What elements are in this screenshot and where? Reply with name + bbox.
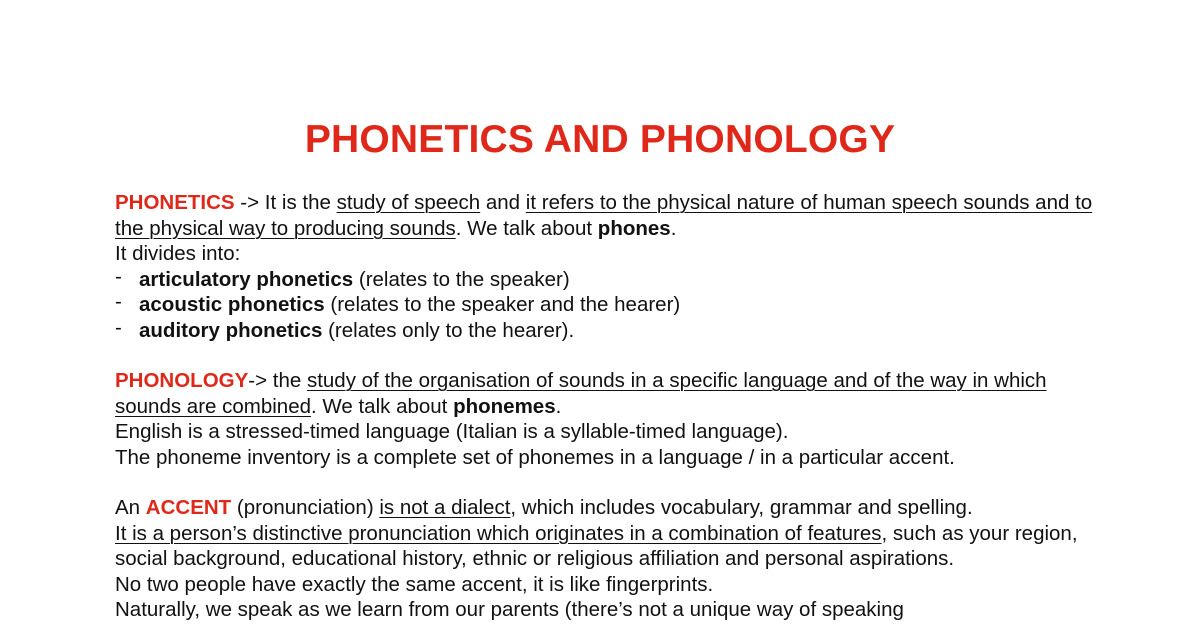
phonetics-list: [115, 264, 1095, 344]
phonetics-after-text: . We talk about: [455, 216, 598, 240]
accent-explanation: [115, 521, 1095, 572]
paragraph-gap: [115, 470, 1095, 495]
phonology-section: [115, 368, 1095, 470]
phonetics-definition: [115, 190, 1095, 241]
list-item: [115, 292, 1095, 318]
list-item-term: auditory phonetics: [139, 318, 323, 342]
dash-bullet: -: [115, 315, 122, 339]
accent-after-2: , such as your region, social background, educational history, ethnic or religious affiliation and personal aspirations.: [115, 521, 1078, 570]
phonetics-underlined-2: it refers to the physical nature of human speech sounds and to the physical way to producing sounds: [115, 191, 1093, 240]
phonetics-keyword: phones: [597, 216, 671, 240]
phonology-arrow-text: -> the: [248, 369, 307, 392]
document-body: [115, 190, 1095, 623]
phonology-after-text: . We talk about: [311, 394, 454, 418]
dash-bullet: -: [115, 264, 122, 288]
phonetics-arrow-text: -> It is the: [234, 191, 337, 214]
accent-line-3: No two people have exactly the same accent, it is like fingerprints.: [115, 572, 714, 596]
phonetics-term: PHONETICS: [115, 191, 235, 214]
list-item-term: articulatory phonetics: [139, 267, 354, 291]
phonetics-end: .: [670, 216, 677, 240]
phonology-term: PHONOLOGY: [115, 369, 249, 392]
paragraph-gap: [115, 343, 1095, 368]
list-item-desc: (relates to the speaker and the hearer): [324, 293, 681, 316]
list-item: [115, 264, 1095, 293]
accent-definition: [115, 495, 1095, 521]
accent-after-1: , which includes vocabulary, grammar and spelling.: [510, 496, 973, 519]
phonetics-section: [115, 190, 1095, 343]
phonology-line-3: The phoneme inventory is a complete set of phonemes in a language / in a particular accent.: [115, 445, 955, 469]
page-title: PHONETICS AND PHONOLOGY: [304, 118, 896, 161]
accent-underlined-1: is not a dialect: [379, 496, 511, 519]
list-item-term: acoustic phonetics: [139, 293, 325, 316]
dash-bullet: -: [115, 290, 122, 313]
accent-mid-text: (pronunciation): [231, 496, 380, 519]
phonology-line-2: English is a stressed-timed language (Italian is a syllable-timed language).: [115, 420, 789, 443]
phonetics-and-text: and: [480, 191, 526, 214]
phonetics-underlined-1: study of speech: [336, 191, 481, 214]
list-item: [115, 315, 1095, 344]
accent-line-4: Naturally, we speak as we learn from our parents (there’s not a unique way of speaking: [115, 598, 904, 621]
accent-underlined-2: It is a person’s distinctive pronunciation which originates in a combination of features: [115, 521, 882, 545]
accent-term: ACCENT: [145, 496, 232, 519]
accent-prefix: An: [115, 496, 146, 519]
phonology-underlined: study of the organisation of sounds in a specific language and of the way in which sounds are combined: [115, 369, 1047, 418]
phonology-keyword: phonemes: [453, 394, 556, 418]
accent-section: [115, 495, 1095, 623]
list-item-desc: (relates to the speaker): [353, 267, 570, 291]
phonology-definition: [115, 368, 1095, 419]
phonology-end: .: [555, 394, 562, 418]
phonetics-divides: It divides into:: [115, 242, 241, 265]
list-item-desc: (relates only to the hearer).: [322, 318, 575, 342]
